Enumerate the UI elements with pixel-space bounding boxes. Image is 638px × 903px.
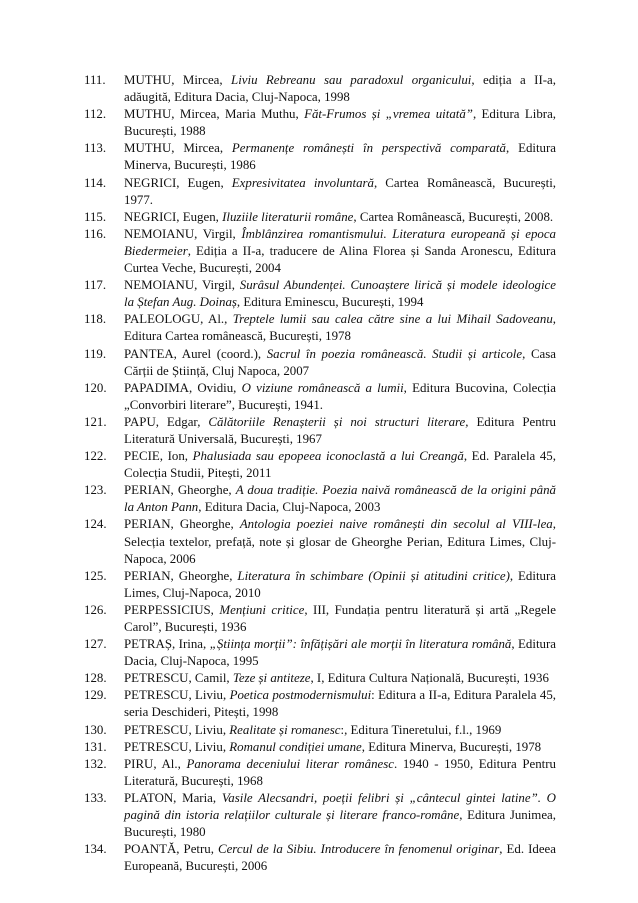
entry-detail: , III, Fundația pentru literatură și artă „Regele Carol”, București, 1936 xyxy=(124,602,556,634)
entry-text xyxy=(124,757,556,788)
entry-number: 121. xyxy=(84,414,107,429)
entry-number: 127. xyxy=(84,637,107,652)
entry-detail: , Editura Junimea, București, 1980 xyxy=(124,808,556,840)
entry-number: 112. xyxy=(84,107,107,122)
entry-text xyxy=(124,569,556,600)
entry-title: Vasile Alecsandri, poeții felibri și „cântecul gintei latine”. O pagină din istoria relațiilor culturale și literare franco-române xyxy=(124,790,556,823)
entry-number: 115. xyxy=(84,209,107,224)
entry-text xyxy=(124,278,556,309)
bibliography-entry xyxy=(84,209,556,226)
entry-text xyxy=(124,210,553,224)
bibliography-entry xyxy=(84,516,556,567)
entry-title: Antologia poeziei naive românești din secolul al VIII-lea xyxy=(239,517,553,532)
entry-detail: , Editura Libra, București, 1988 xyxy=(124,107,557,139)
entry-number: 113. xyxy=(84,141,107,156)
entry-detail: NEMOIANU, Virgil, xyxy=(124,278,240,293)
entry-title: Liviu Rebreanu sau paradoxul organicului xyxy=(231,73,472,87)
entry-title: Îmblânzirea romantismului. Literatura europeană și epoca Biedermeier xyxy=(124,226,556,258)
entry-number: 114. xyxy=(84,175,107,190)
entry-detail: PIRU, Al., xyxy=(124,756,187,771)
entry-title: O viziune românească a lumii xyxy=(241,380,404,395)
entry-detail: PAPADIMA, Ovidiu, xyxy=(124,380,242,395)
entry-number: 125. xyxy=(84,568,107,583)
entry-text xyxy=(124,740,541,754)
bibliography-entry xyxy=(84,140,556,174)
entry-number: 129. xyxy=(84,688,107,703)
entry-title: Surâsul Abundenței. Cunoaștere lirică și modele ideologice la Ștefan Aug. Doinaș xyxy=(124,278,557,310)
entry-text xyxy=(124,141,556,172)
entry-title: Phalusiada sau epopeea iconoclastă a lui Creangă xyxy=(192,449,464,464)
entry-detail: , Editura Cartea românească, București, 1978 xyxy=(124,312,556,344)
entry-text xyxy=(124,483,556,514)
bibliography-entry xyxy=(84,841,556,875)
entry-number: 128. xyxy=(84,671,107,686)
entry-text xyxy=(124,415,556,446)
entry-detail: , I, Editura Cultura Națională, București, 1936 xyxy=(310,671,549,686)
entry-detail: :, Editura Tineretului, f.l., 1969 xyxy=(340,722,502,737)
entry-detail: , Ed. Ideea Europeană, București, 2006 xyxy=(124,842,556,874)
entry-detail: PERIAN, Gheorghe, xyxy=(124,517,240,532)
entry-number: 126. xyxy=(84,602,107,617)
entry-detail: , Ediția a II-a, traducere de Alina Florea și Sanda Aronescu, Editura Curtea Veche, București, 2004 xyxy=(124,243,556,276)
entry-detail: , Cartea Românească, București, 1977. xyxy=(124,175,557,207)
entry-detail: PECIE, Ion, xyxy=(124,449,193,464)
entry-title: Cercul de la Sibiu. Introducere în fenomenul originar xyxy=(217,842,500,857)
entry-detail: , ediția a II-a, adăugită, Editura Dacia, Cluj-Napoca, 1998 xyxy=(124,73,556,105)
entry-detail: PAPU, Edgar, xyxy=(124,414,209,429)
entry-text xyxy=(124,517,556,565)
bibliography-entry xyxy=(84,568,556,602)
entry-number: 132. xyxy=(84,756,107,771)
entry-detail: NEMOIANU, Virgil, xyxy=(124,226,242,241)
entry-detail: PETRAȘ, Irina, xyxy=(124,637,210,652)
entry-detail: PERIAN, Gheorghe, xyxy=(124,483,236,498)
entry-detail: , Editura Minerva, București, 1986 xyxy=(124,141,557,173)
entry-number: 117. xyxy=(84,278,107,293)
entry-text xyxy=(124,723,501,737)
entry-detail: PERPESSICIUS, xyxy=(124,602,220,617)
entry-detail: PETRESCU, Camil, xyxy=(124,671,233,686)
entry-text xyxy=(124,73,556,104)
entry-detail: PERIAN, Gheorghe, xyxy=(124,568,238,583)
entry-text xyxy=(124,603,556,634)
entry-title: Treptele lumii sau calea către sine a lui Mihail Sadoveanu xyxy=(232,312,553,327)
bibliography-entry xyxy=(84,311,556,345)
entry-number: 111. xyxy=(84,73,106,87)
bibliography-entry xyxy=(84,482,556,516)
entry-text xyxy=(124,842,556,873)
entry-title: Literatura în schimbare (Opinii și atitudini critice) xyxy=(237,568,510,583)
bibliography-entry xyxy=(84,72,556,106)
entry-detail: MUTHU, Mircea, xyxy=(124,141,232,156)
bibliography-entry xyxy=(84,414,556,448)
entry-text xyxy=(124,671,549,685)
entry-detail: Editura Pentru Literatură Universală, București, 1967 xyxy=(124,414,556,446)
entry-title: Teze și antiteze xyxy=(232,671,311,686)
entry-detail: PETRESCU, Liviu, xyxy=(124,739,230,754)
entry-text xyxy=(124,347,556,378)
entry-detail: , Editura Dacia, Cluj-Napoca, 2003 xyxy=(198,500,381,515)
entry-title: „Știința morții”: înfățișări ale morții în literatura română xyxy=(209,637,512,652)
bibliography-entry xyxy=(84,226,556,277)
bibliography-entry xyxy=(84,739,556,756)
bibliography-entry xyxy=(84,687,556,721)
entry-number: 123. xyxy=(84,483,107,498)
bibliography-entry xyxy=(84,175,556,209)
entry-detail: PLATON, Maria, xyxy=(124,790,222,805)
entry-detail: , Editura Limes, Cluj-Napoca, 2010 xyxy=(124,568,556,600)
bibliography-entry xyxy=(84,106,556,140)
entry-detail: PALEOLOGU, Al., xyxy=(124,312,233,327)
entry-detail: MUTHU, Mircea, Maria Muthu, xyxy=(124,107,305,122)
entry-text xyxy=(124,107,556,138)
entry-detail: , Ed. Paralela 45, Colecția Studii, Pitești, 2011 xyxy=(124,449,556,481)
entry-text xyxy=(124,381,556,412)
bibliography-list xyxy=(84,72,556,875)
entry-number: 124. xyxy=(84,517,107,532)
entry-title: Iluziile literaturii române xyxy=(222,209,354,224)
entry-detail: : Editura a II-a, Editura Paralela 45, seria Deschideri, Pitești, 1998 xyxy=(124,688,556,720)
bibliography-entry xyxy=(84,670,556,687)
entry-number: 119. xyxy=(84,346,107,361)
entry-number: 122. xyxy=(84,449,107,464)
bibliography-entry xyxy=(84,277,556,311)
entry-text xyxy=(124,637,556,668)
entry-title: Sacrul în poezia românească. Studii și articole xyxy=(266,346,523,361)
entry-number: 133. xyxy=(84,790,107,805)
bibliography-entry xyxy=(84,346,556,380)
entry-text xyxy=(124,176,556,207)
entry-title: Romanul condiției umane xyxy=(229,739,362,754)
entry-detail: , Editura Eminescu, București, 1994 xyxy=(236,295,424,310)
entry-detail: , Casa Cărții de Știință, Cluj Napoca, 2007 xyxy=(124,346,556,378)
bibliography-entry xyxy=(84,380,556,414)
entry-detail: PETRESCU, Liviu, xyxy=(124,722,230,737)
entry-title: Mențiuni critice xyxy=(219,602,305,617)
entry-title: Făt-Frumos și „vremea uitată” xyxy=(304,107,473,122)
bibliography-entry xyxy=(84,448,556,482)
entry-detail: , Cartea Românească, București, 2008. xyxy=(353,209,554,224)
entry-number: 131. xyxy=(84,739,107,754)
entry-number: 118. xyxy=(84,312,107,327)
entry-detail: , Editura Bucovina, Colecția „Convorbiri literare”, București, 1941. xyxy=(124,380,556,412)
bibliography-entry xyxy=(84,722,556,739)
entry-title: Permanențe românești în perspectivă comparată xyxy=(231,141,506,156)
entry-text xyxy=(124,227,556,275)
bibliography-entry xyxy=(84,790,556,841)
entry-detail: , Editura Minerva, București, 1978 xyxy=(361,739,542,754)
entry-detail: . 1940 - 1950, Editura Pentru Literatură, București, 1968 xyxy=(124,756,556,788)
entry-text xyxy=(124,312,556,343)
entry-detail: NEGRICI, Eugen, xyxy=(124,175,232,190)
entry-detail: , Editura Dacia, Cluj-Napoca, 1995 xyxy=(124,637,557,669)
bibliography-entry xyxy=(84,756,556,790)
entry-title: Panorama deceniului literar românesc xyxy=(186,756,395,771)
entry-text xyxy=(124,791,556,839)
entry-number: 116. xyxy=(84,226,107,241)
entry-number: 130. xyxy=(84,722,107,737)
entry-title: Călătoriile Renașterii și noi structuri literare, xyxy=(208,414,469,429)
entry-title: Poetica postmodernismului xyxy=(229,688,372,703)
entry-detail: PANTEA, Aurel (coord.), xyxy=(124,346,267,361)
entry-title: A doua tradiție. Poezia naivă românească de la origini până la Anton Pann xyxy=(124,483,556,515)
entry-detail: , Selecția textelor, prefață, note și glosar de Gheorghe Perian, Editura Limes, Cluj-Napoca, 2006 xyxy=(124,517,556,566)
entry-number: 134. xyxy=(84,842,107,857)
entry-number: 120. xyxy=(84,380,107,395)
entry-detail: MUTHU, Mircea, xyxy=(124,73,232,87)
entry-title: Expresivitatea involuntară xyxy=(231,175,374,190)
entry-detail: POANTĂ, Petru, xyxy=(124,842,218,857)
entry-text xyxy=(124,449,556,480)
entry-title: Realitate și romanesc xyxy=(229,722,341,737)
entry-text xyxy=(124,688,556,719)
bibliography-entry xyxy=(84,636,556,670)
entry-detail: PETRESCU, Liviu, xyxy=(124,688,230,703)
entry-detail: NEGRICI, Eugen, xyxy=(124,209,223,224)
bibliography-entry xyxy=(84,602,556,636)
